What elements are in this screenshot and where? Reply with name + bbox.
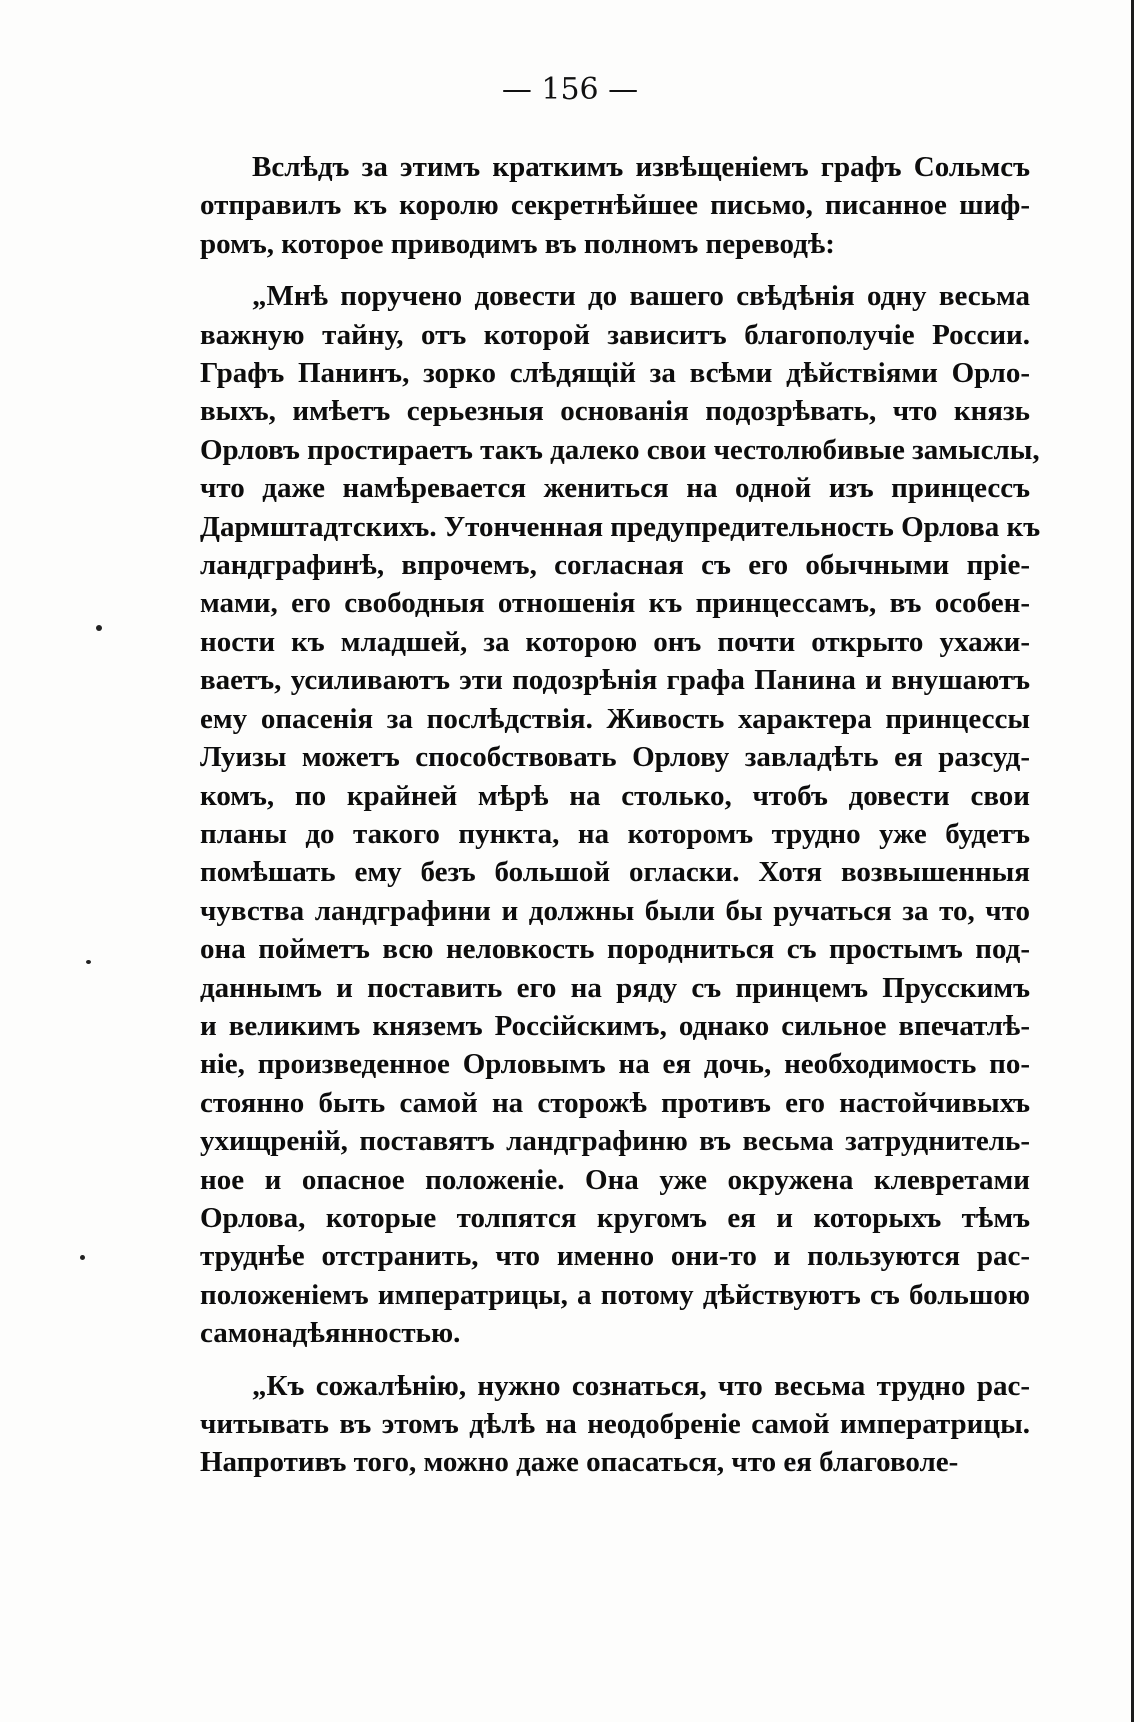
text-line: ніе, произведенное Орловымъ на ея дочь, необходимость по- [200,1048,1030,1081]
text-line: отправилъ къ королю секретнѣйшее письмо, писанное шиф- [200,189,1030,222]
text-line: Орловъ простираетъ такъ далеко свои честолюбивые замыслы, [200,433,1040,466]
text-line: труднѣе отстранить, что именно они-то и пользуются рас- [200,1240,1030,1273]
text-line: комъ, по крайней мѣрѣ на столько, чтобъ довести свои [200,779,1030,812]
text-line: Дармштадтскихъ. Утонченная предупредительность Орлова къ [200,510,1041,543]
text-line: выхъ, имѣетъ серьезныя основанія подозрѣвать, что князь [200,395,1030,428]
text-line: самонадѣянностью. [200,1317,461,1350]
text-line: стоянно быть самой на сторожѣ противъ его настойчивыхъ [200,1086,1030,1119]
text-line: Напротивъ того, можно даже опасаться, что ея благоволе- [200,1446,959,1479]
text-line: ваетъ, усиливаютъ эти подозрѣнія графа Панина и внушаютъ [200,664,1030,697]
paragraph [200,148,1030,263]
text-line: ухищреній, поставятъ ландграфиню въ весьма затруднитель- [200,1125,1030,1158]
paragraph [200,277,1041,1352]
text-line: ности къ младшей, за которою онъ почти открыто ухажи- [200,625,1030,658]
scan-speck [96,625,102,631]
text-line: ромъ, которое приводимъ въ полномъ переводѣ: [200,227,835,260]
text-line: и великимъ княземъ Россійскимъ, однако сильное впечатлѣ- [200,1009,1030,1042]
text-line: даннымъ и поставить его на ряду съ принцемъ Прусскимъ [200,971,1030,1004]
text-line: положеніемъ императрицы, а потому дѣйствуютъ съ большою [200,1278,1030,1311]
scan-speck [80,1255,85,1260]
text-line: ему опасенія за послѣдствія. Живость характера принцессы [200,702,1030,735]
paragraph [200,1367,1030,1482]
text-line: что даже намѣревается жениться на одной изъ принцессъ [200,472,1030,505]
text-line: планы до такого пункта, на которомъ трудно уже будетъ [200,817,1030,850]
text-line: Луизы можетъ способствовать Орлову завладѣть ея разсуд- [200,741,1030,774]
text-line: ное и опасное положеніе. Она уже окружена клевретами [200,1163,1030,1196]
scan-speck [86,960,91,964]
page-edge-shadow [1131,0,1134,1722]
text-line: Вслѣдъ за этимъ краткимъ извѣщеніемъ графъ Сольмсъ [252,151,1030,183]
text-line: Графъ Панинъ, зорко слѣдящій за всѣми дѣйствіями Орло- [200,357,1030,390]
text-line: ландграфинѣ, впрочемъ, согласная съ его обычными прiе- [200,549,1030,582]
text-line: „Къ сожалѣнію, нужно сознаться, что весьма трудно рас- [252,1369,1030,1402]
text-line: чувства ландграфини и должны были бы ручаться за то, что [200,894,1030,927]
text-line: мами, его свободныя отношенія къ принцессамъ, въ особен- [200,587,1030,620]
text-line: Орлова, которые толпятся кругомъ ея и которыхъ тѣмъ [200,1201,1030,1234]
text-line: помѣшать ему безъ большой огласки. Хотя возвышенныя [200,856,1030,889]
paragraph-gap [200,263,1030,277]
paragraph-gap [200,1353,1030,1367]
body-text [200,148,1041,1482]
text-line: „Мнѣ поручено довести до вашего свѣдѣнія одну весьма [252,280,1030,313]
text-line: читывать въ этомъ дѣлѣ на неодобреніе самой императрицы. [200,1408,1030,1440]
text-line: она пойметъ всю неловкость породниться съ простымъ под- [200,933,1030,966]
text-line: важную тайну, отъ которой зависитъ благополучіе России. [200,318,1030,351]
page-number: — 156 — [501,72,639,107]
